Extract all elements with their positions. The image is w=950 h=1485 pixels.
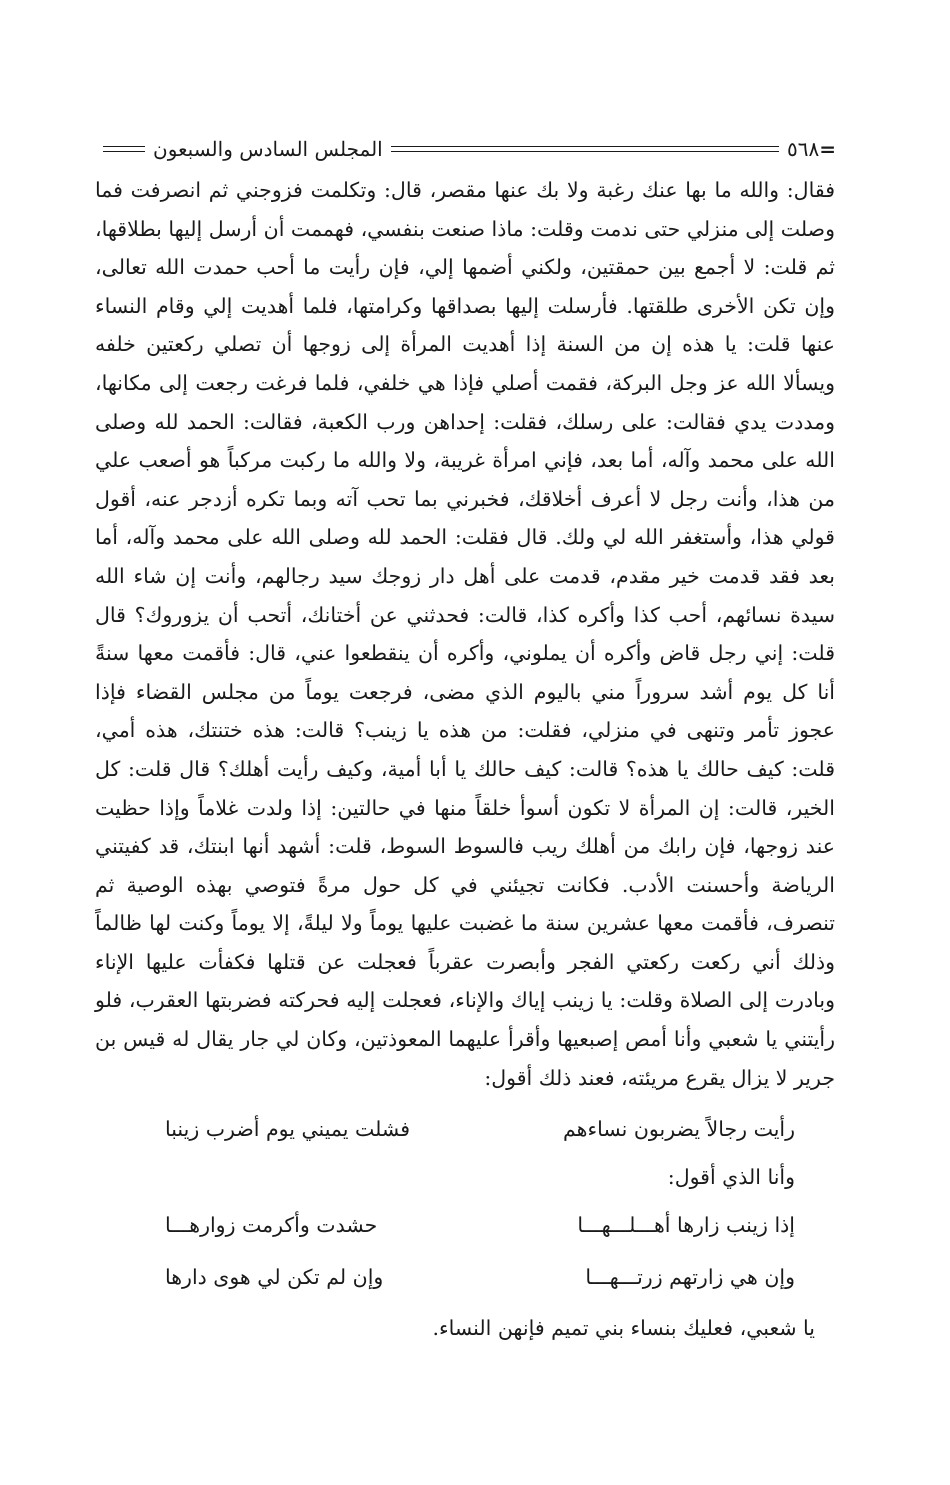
- header-rule-end: [103, 146, 145, 152]
- closing-line: يا شعبي، فعليك بنساء بني تميم فإنهن النساء.: [432, 1316, 815, 1341]
- verse-second-hemistich: فشلت يميني يوم أضرب زينبا: [165, 1117, 411, 1142]
- verse-second-hemistich: حشدت وأكرمت زوارهـــا: [165, 1213, 378, 1238]
- verse-first-hemistich: إذا زينب زارها أهـــلـــهـــا: [577, 1213, 795, 1238]
- header-rule: [391, 146, 779, 152]
- poem-block: [95, 1103, 835, 1353]
- body-paragraph: فقال: والله ما بها عنك رغبة ولا بك عنها مقصر، قال: وتكلمت فزوجني ثم انصرفت فما وصلت إلى منزلي حتى ندمت وقلت: ماذا صنعت بنفسي، فهممت أن أرسل إليها بطلاقها، ثم قلت: لا أجمع بين حمقتين، ولكني أضمها إلي، فإن رأيت ما أحب حمدت الله تعالى، وإن تكن الأخرى طلقتها. فأرسلت إليها بصداقها وكرامتها، فلما أهديت إلي وقام النساء عنها قلت: يا هذه إن من السنة إذا أهديت المرأة إلى زوجها أن تصلي ركعتين خلفه ويسألا الله عز وجل البركة، فقمت أصلي فإذا هي خلفي، فلما فرغت رجعت إلى مكانها، ومددت يدي فقالت: على رسلك، فقلت: إحداهن ورب الكعبة، فقالت: الحمد لله وصلى الله على محمد وآله، أما بعد، فإني امرأة غريبة، ولا والله ما ركبت مركباً هو أصعب علي من هذا، وأنت رجل لا أعرف أخلاقك، فخبرني بما تحب آته وبما تكره أزدجر عنه، أقول قولي هذا، وأستغفر الله لي ولك. قال فقلت: الحمد لله وصلى الله على محمد وآله، أما بعد فقد قدمت خير مقدم، قدمت على أهل دار زوجك سيد رجالهم، وأنت إن شاء الله سيدة نسائهم، أحب كذا وأكره كذا، قالت: فحدثني عن أختانك، أتحب أن يزوروك؟ قال قلت: إني رجل قاض وأكره أن يملوني، وأكره أن ينقطعوا عني، قال: فأقمت معها سنةً أنا كل يوم أشد سروراً مني باليوم الذي مضى، فرجعت يوماً من مجلس القضاء فإذا عجوز تأمر وتنهى في منزلي، فقلت: من هذه يا زينب؟ قالت: هذه ختنتك، هذه أمي، قلت: كيف حالك يا هذه؟ قالت: كيف حالك يا أبا أمية، وكيف رأيت أهلك؟ قال قلت: كل الخير، قالت: إن المرأة لا تكون أسوأ خلقاً منها في حالتين: إذا ولدت غلاماً وإذا حظيت عند زوجها، فإن رابك من أهلك ريب فالسوط السوط، قلت: أشهد أنها ابنتك، قد كفيتني الرياضة وأحسنت الأدب. فكانت تجيئني في كل حول مرةً فتوصي بهذه الوصية ثم تنصرف، فأقمت معها عشرين سنة ما غضبت عليها يوماً ولا ليلةً، إلا يوماً وكنت لها ظالماً وذلك أني ركعت ركعتي الفجر وأبصرت عقرباً فعجلت عن قتلها فكفأت عليها الإناء وبادرت إلى الصلاة وقلت: يا زينب إياك والإناء، فعجلت إليه فحركته فضربتها العقرب، فلو رأيتني يا شعبي وأنا أمص إصبعيها وأقرأ عليهما المعوذتين، وكان لي جار يقال له قيس بن جرير لا يزال يقرع مريئته، فعند ذلك أقول:: [95, 178, 835, 1090]
- verse-first-hemistich: رأيت رجالاً يضربون نساءهم: [563, 1117, 795, 1142]
- running-header: [95, 135, 835, 163]
- verse-first-hemistich: وإن هي زارتهم زرتـــهـــا: [585, 1265, 795, 1290]
- verse-line: [95, 1251, 835, 1303]
- chapter-title: المجلس السادس والسبعون: [153, 137, 383, 161]
- header-ornament: =: [819, 137, 835, 161]
- verse-line: [95, 1199, 835, 1251]
- verse-line: [95, 1103, 835, 1155]
- book-page: [95, 135, 835, 1353]
- poem-intro: وأنا الذي أقول:: [667, 1165, 795, 1190]
- verse-second-hemistich: وإن لم تكن لي هوى دارها: [165, 1265, 384, 1290]
- page-number: ٥٦٨: [787, 137, 820, 161]
